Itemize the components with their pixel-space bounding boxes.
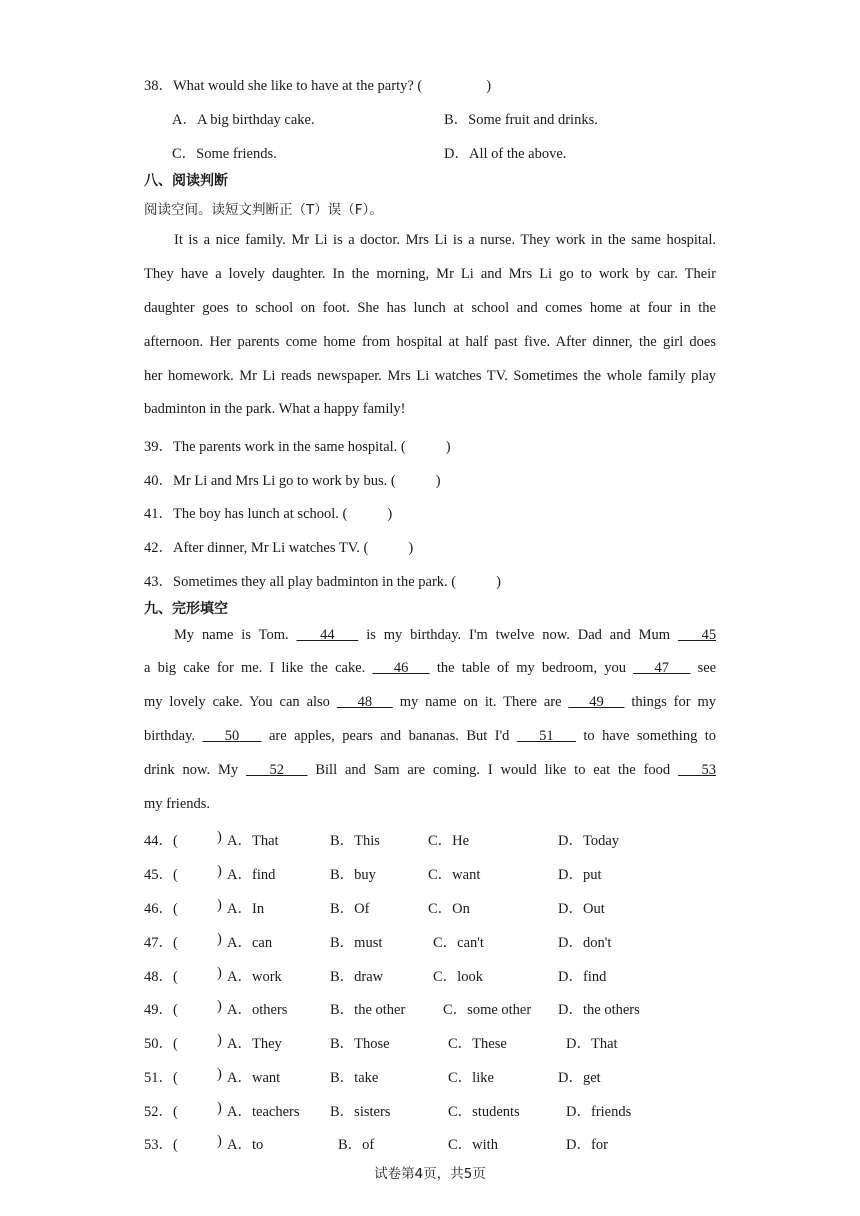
blank-51: 51 xyxy=(539,728,554,744)
option-d: D．find xyxy=(558,969,607,985)
question-39: 39．The parents work in the same hospital. ( ) xyxy=(144,439,451,455)
paren-close: ) xyxy=(486,78,492,94)
section-9-title: 九、完形填空 xyxy=(144,601,228,617)
question-38 xyxy=(144,74,491,95)
option-a: A．They xyxy=(227,1036,282,1052)
option-d: D．friends xyxy=(566,1104,632,1120)
passage-line-5: her homework. Mr Li reads newspaper. Mrs Li watches TV. Sometimes the whole family play xyxy=(144,368,716,384)
cloze-question-number: 46．( xyxy=(144,901,178,917)
paren-close: ) xyxy=(217,1066,222,1082)
option-d: D．don't xyxy=(558,935,612,951)
option-a: A．work xyxy=(227,969,282,985)
passage-line-4: afternoon. Her parents come home from hospital at half past five. After dinner, the girl does xyxy=(144,334,716,350)
blank-48: 48 xyxy=(357,694,373,710)
section-8-instruction: 阅读空间。读短文判断正（T）误（F）。 xyxy=(144,202,383,218)
blank-49: 49 xyxy=(589,694,604,710)
option-d: D．put xyxy=(558,867,602,883)
passage-line-3: daughter goes to school on foot. She has lunch at school and comes home at four in the xyxy=(144,300,716,316)
option-b: B．the other xyxy=(330,1002,406,1018)
paren-close: ) xyxy=(217,863,222,879)
cloze-question-number: 48．( xyxy=(144,969,178,985)
paren-close: ) xyxy=(217,965,222,981)
blank-52: 52 xyxy=(269,762,284,778)
option-a: A．can xyxy=(227,935,273,951)
cloze-question-number: 44．( xyxy=(144,833,178,849)
option-a: A．find xyxy=(227,867,276,883)
answer-blank[interactable] xyxy=(184,1032,214,1050)
blank-45: 45 xyxy=(701,627,717,643)
cloze-line-5: drink now. My 52 Bill and Sam are coming. I would like to eat the food 53 xyxy=(144,762,717,778)
option-d: D．All of the above. xyxy=(444,146,567,162)
option-a: A．A big birthday cake. xyxy=(172,112,315,128)
passage-line-6: badminton in the park. What a happy family! xyxy=(144,401,406,417)
option-b: B．Of xyxy=(330,901,370,917)
option-c: C．with xyxy=(448,1137,498,1153)
option-c: C．look xyxy=(433,969,483,985)
answer-blank[interactable] xyxy=(184,1133,214,1151)
blank-44: 44 xyxy=(320,627,335,643)
option-c: C．like xyxy=(448,1070,494,1086)
page-footer: 试卷第4页，共5页 xyxy=(374,1166,486,1182)
option-d: D．Out xyxy=(558,901,605,917)
question-number: 38． xyxy=(144,78,173,94)
blank-53: 53 xyxy=(701,762,717,778)
option-d: D．the others xyxy=(558,1002,640,1018)
option-b: B．sisters xyxy=(330,1104,391,1120)
option-d: D．Today xyxy=(558,833,620,849)
cloze-question-number: 49．( xyxy=(144,1002,178,1018)
blank-50: 50 xyxy=(224,728,240,744)
option-b: B．buy xyxy=(330,867,376,883)
question-40: 40．Mr Li and Mrs Li go to work by bus. ( ) xyxy=(144,473,441,489)
option-a: A．others xyxy=(227,1002,288,1018)
option-a: A．In xyxy=(227,901,265,917)
paren-close: ) xyxy=(217,931,222,947)
option-c: C．some other xyxy=(443,1002,532,1018)
paren-close: ) xyxy=(217,998,222,1014)
paren-close: ) xyxy=(217,1032,222,1048)
answer-blank[interactable] xyxy=(184,965,214,983)
option-a: A．want xyxy=(227,1070,281,1086)
option-c: C．can't xyxy=(433,935,484,951)
cloze-line-2: a big cake for me. I like the cake. 46 the table of my bedroom, you 47 see xyxy=(144,660,717,676)
answer-blank[interactable] xyxy=(184,931,214,949)
blank-47: 47 xyxy=(654,660,670,676)
option-d: D．get xyxy=(558,1070,601,1086)
answer-blank[interactable] xyxy=(184,1100,214,1118)
cloze-question-number: 51．( xyxy=(144,1070,178,1086)
cloze-question-number: 45．( xyxy=(144,867,178,883)
answer-blank[interactable] xyxy=(184,863,214,881)
option-b: B．This xyxy=(330,833,380,849)
option-a: A．to xyxy=(227,1137,264,1153)
answer-blank[interactable] xyxy=(184,897,214,915)
option-b: B．must xyxy=(330,935,383,951)
option-c: C．want xyxy=(428,867,481,883)
blank-46: 46 xyxy=(393,660,409,676)
paren-close: ) xyxy=(217,1133,222,1149)
cloze-question-number: 47．( xyxy=(144,935,178,951)
question-42: 42．After dinner, Mr Li watches TV. ( ) xyxy=(144,540,414,556)
option-d: D．for xyxy=(566,1137,608,1153)
question-41: 41．The boy has lunch at school. ( ) xyxy=(144,506,393,522)
answer-blank[interactable] xyxy=(184,1066,214,1084)
cloze-line-6: my friends. xyxy=(144,796,211,812)
paren-close: ) xyxy=(217,897,222,913)
paren-close: ) xyxy=(217,1100,222,1116)
option-c: C．On xyxy=(428,901,470,917)
option-b: B．Some fruit and drinks. xyxy=(444,112,598,128)
option-a: A．teachers xyxy=(227,1104,300,1120)
passage-line-2: They have a lovely daughter. In the morning, Mr Li and Mrs Li go to work by car. Their xyxy=(144,266,716,282)
cloze-question-number: 52．( xyxy=(144,1104,178,1120)
option-c: C．students xyxy=(448,1104,520,1120)
paren-close: ) xyxy=(217,829,222,845)
cloze-question-number: 50．( xyxy=(144,1036,178,1052)
cloze-question-number: 53．( xyxy=(144,1137,178,1153)
cloze-line-3: my lovely cake. You can also 48 my name on it. There are 49 things for my xyxy=(144,694,717,710)
option-b: B．Those xyxy=(330,1036,390,1052)
option-c: C．Some friends. xyxy=(172,146,277,162)
cloze-line-4: birthday. 50 are apples, pears and bananas. But I'd 51 to have something to xyxy=(144,728,717,744)
passage-line-1: It is a nice family. Mr Li is a doctor. Mrs Li is a nurse. They work in the same hospital. xyxy=(174,232,716,248)
question-text: What would she like to have at the party? ( xyxy=(173,78,423,94)
answer-blank[interactable] xyxy=(184,998,214,1016)
option-b: B．draw xyxy=(330,969,384,985)
cloze-line-1: My name is Tom. 44 is my birthday. I'm twelve now. Dad and Mum 45 xyxy=(174,627,717,643)
question-43: 43．Sometimes they all play badminton in the park. ( ) xyxy=(144,574,501,590)
answer-blank[interactable] xyxy=(184,829,214,847)
option-c: C．These xyxy=(448,1036,507,1052)
option-b: B．take xyxy=(330,1070,379,1086)
option-c: C．He xyxy=(428,833,470,849)
option-a: A．That xyxy=(227,833,279,849)
option-b: B．of xyxy=(338,1137,375,1153)
section-8-title: 八、阅读判断 xyxy=(144,173,228,189)
option-d: D．That xyxy=(566,1036,618,1052)
